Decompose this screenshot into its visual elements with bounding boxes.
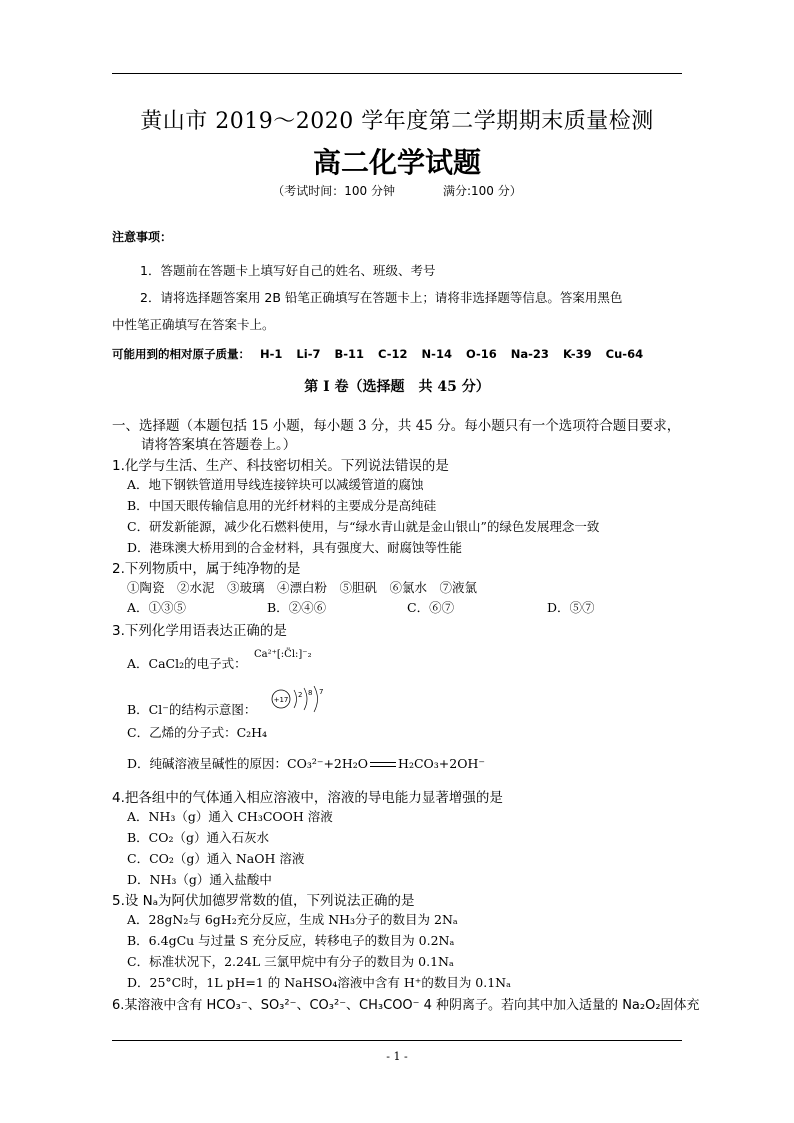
footer-rule (112, 1040, 682, 1041)
atomic-mass-n: N-14 (421, 347, 452, 361)
q5-option-b: B．6.4gCu 与过量 S 充分反应，转移电子的数目为 0.2Nₐ (127, 933, 455, 948)
q2-option-c: C．⑥⑦ (407, 600, 455, 615)
q1-option-c: C．研发新能源，减少化石燃料使用，与“绿水青山就是金山银山”的绿色发展理念一致 (127, 519, 600, 534)
q3-a-electron-formula: Ca²⁺[:C̈l:]⁻₂ (254, 649, 312, 660)
q1-option-b: B．中国天眼传输信息用的光纤材料的主要成分是高纯硅 (127, 498, 437, 513)
note-item-1: 1．答题前在答题卡上填写好自己的姓名、班级、考号 (140, 263, 436, 278)
subject-title: 高二化学试题 (312, 146, 481, 179)
atomic-mass-cu: Cu-64 (605, 347, 644, 361)
nucleus-charge: +17 (273, 696, 289, 704)
q6-stem: 6.某溶液中含有 HCO₃⁻、SO₃²⁻、CO₃²⁻、CH₃COO⁻ 4 种阴离子。若向其中加入适量的 Na₂O₂固体充 (112, 998, 700, 1013)
q5-option-d: D．25°C时，1L pH=1 的 NaHSO₄溶液中含有 H⁺的数目为 0.1Nₐ (127, 975, 511, 990)
q2-items: ①陶瓷 ②水泥 ③玻璃 ④漂白粉 ⑤胆矾 ⑥氯水 ⑦液氯 (127, 580, 478, 595)
q2-stem: 2.下列物质中，属于纯净物的是 (112, 561, 301, 577)
notes-heading: 注意事项： (112, 230, 173, 244)
q5-stem: 5.设 Nₐ为阿伏加德罗常数的值，下列说法正确的是 (112, 893, 415, 909)
q4-option-d: D．NH₃（g）通入盐酸中 (127, 872, 272, 887)
q5-option-c: C．标准状况下，2.24L 三氯甲烷中有分子的数目为 0.1Nₐ (127, 954, 454, 969)
shell-2-electrons: 8 (308, 689, 313, 697)
q4-option-a: A．NH₃（g）通入 CH₃COOH 溶液 (127, 809, 333, 824)
q1-stem: 1.化学与生活、生产、科技密切相关。下列说法错误的是 (112, 458, 449, 474)
shell-1-arc (294, 690, 297, 708)
part-1-title: 第 I 卷（选择题 共 45 分） (304, 379, 490, 395)
section-1-line-1: 一、选择题（本题包括 15 小题，每小题 3 分，共 45 分。每小题只有一个选项符合题目要求， (112, 418, 681, 434)
atomic-mass-b: B-11 (334, 347, 365, 361)
shell-1-electrons: 2 (298, 691, 303, 699)
atomic-mass-h: H-1 (260, 347, 283, 361)
q1-option-a: A．地下钢铁管道用导线连接锌块可以减缓管道的腐蚀 (127, 477, 424, 492)
header-rule (112, 73, 682, 74)
q3-option-b: B．Cl⁻的结构示意图： (127, 702, 257, 717)
atomic-mass-k: K-39 (562, 347, 592, 361)
q2-option-b: B．②④⑥ (267, 600, 327, 615)
q3-option-a: A．CaCl₂的电子式： (127, 656, 247, 671)
shell-3-arc (314, 686, 318, 712)
note-item-2-line-1: 2．请将选择题答案用 2B 铅笔正确填写在答题卡上；请将非选择题等信息。答案用黑色 (140, 290, 623, 305)
q5-option-a: A．28gN₂与 6gH₂充分反应，生成 NH₃分子的数目为 2Nₐ (127, 912, 458, 927)
chloride-structure-diagram (270, 686, 332, 716)
atomic-masses-label: 可能用到的相对原子质量： (112, 347, 250, 361)
section-1-line-2: 请将答案填在答题卷上。） (141, 437, 297, 453)
q3-d-left: D．纯碱溶液呈碱性的原因：CO₃²⁻+2H₂O (127, 756, 369, 771)
q3-d-right: H₂CO₃+2OH⁻ (398, 756, 485, 771)
q4-stem: 4.把各组中的气体通入相应溶液中，溶液的导电能力显著增强的是 (112, 790, 503, 806)
atomic-mass-c: C-12 (378, 347, 408, 361)
atomic-mass-o: O-16 (465, 347, 497, 361)
atomic-mass-li: Li-7 (296, 347, 321, 361)
q3-stem: 3.下列化学用语表达正确的是 (112, 623, 287, 639)
exam-info: （考试时间：100 分钟 满分:100 分） (272, 184, 522, 198)
q1-option-d: D．港珠澳大桥用到的合金材料，具有强度大、耐腐蚀等性能 (127, 540, 463, 555)
equilibrium-arrow-icon (370, 761, 396, 769)
q2-option-d: D．⑤⑦ (547, 600, 595, 615)
q4-option-b: B．CO₂（g）通入石灰水 (127, 830, 270, 845)
q4-option-c: C．CO₂（g）通入 NaOH 溶液 (127, 851, 305, 866)
page-number: - 1 - (386, 1050, 408, 1063)
exam-title: 黄山市 2019～2020 学年度第二学期期末质量检测 (140, 109, 654, 134)
q2-option-a: A．①③⑤ (127, 600, 187, 615)
q3-option-d (127, 754, 485, 772)
note-item-2-line-2: 中性笔正确填写在答案卡上。 (112, 317, 275, 332)
atomic-masses (112, 346, 643, 362)
shell-2-arc (304, 688, 307, 710)
q3-option-c: C．乙烯的分子式：C₂H₄ (127, 725, 268, 740)
shell-3-electrons: 7 (319, 688, 324, 696)
atomic-mass-na: Na-23 (510, 347, 549, 361)
